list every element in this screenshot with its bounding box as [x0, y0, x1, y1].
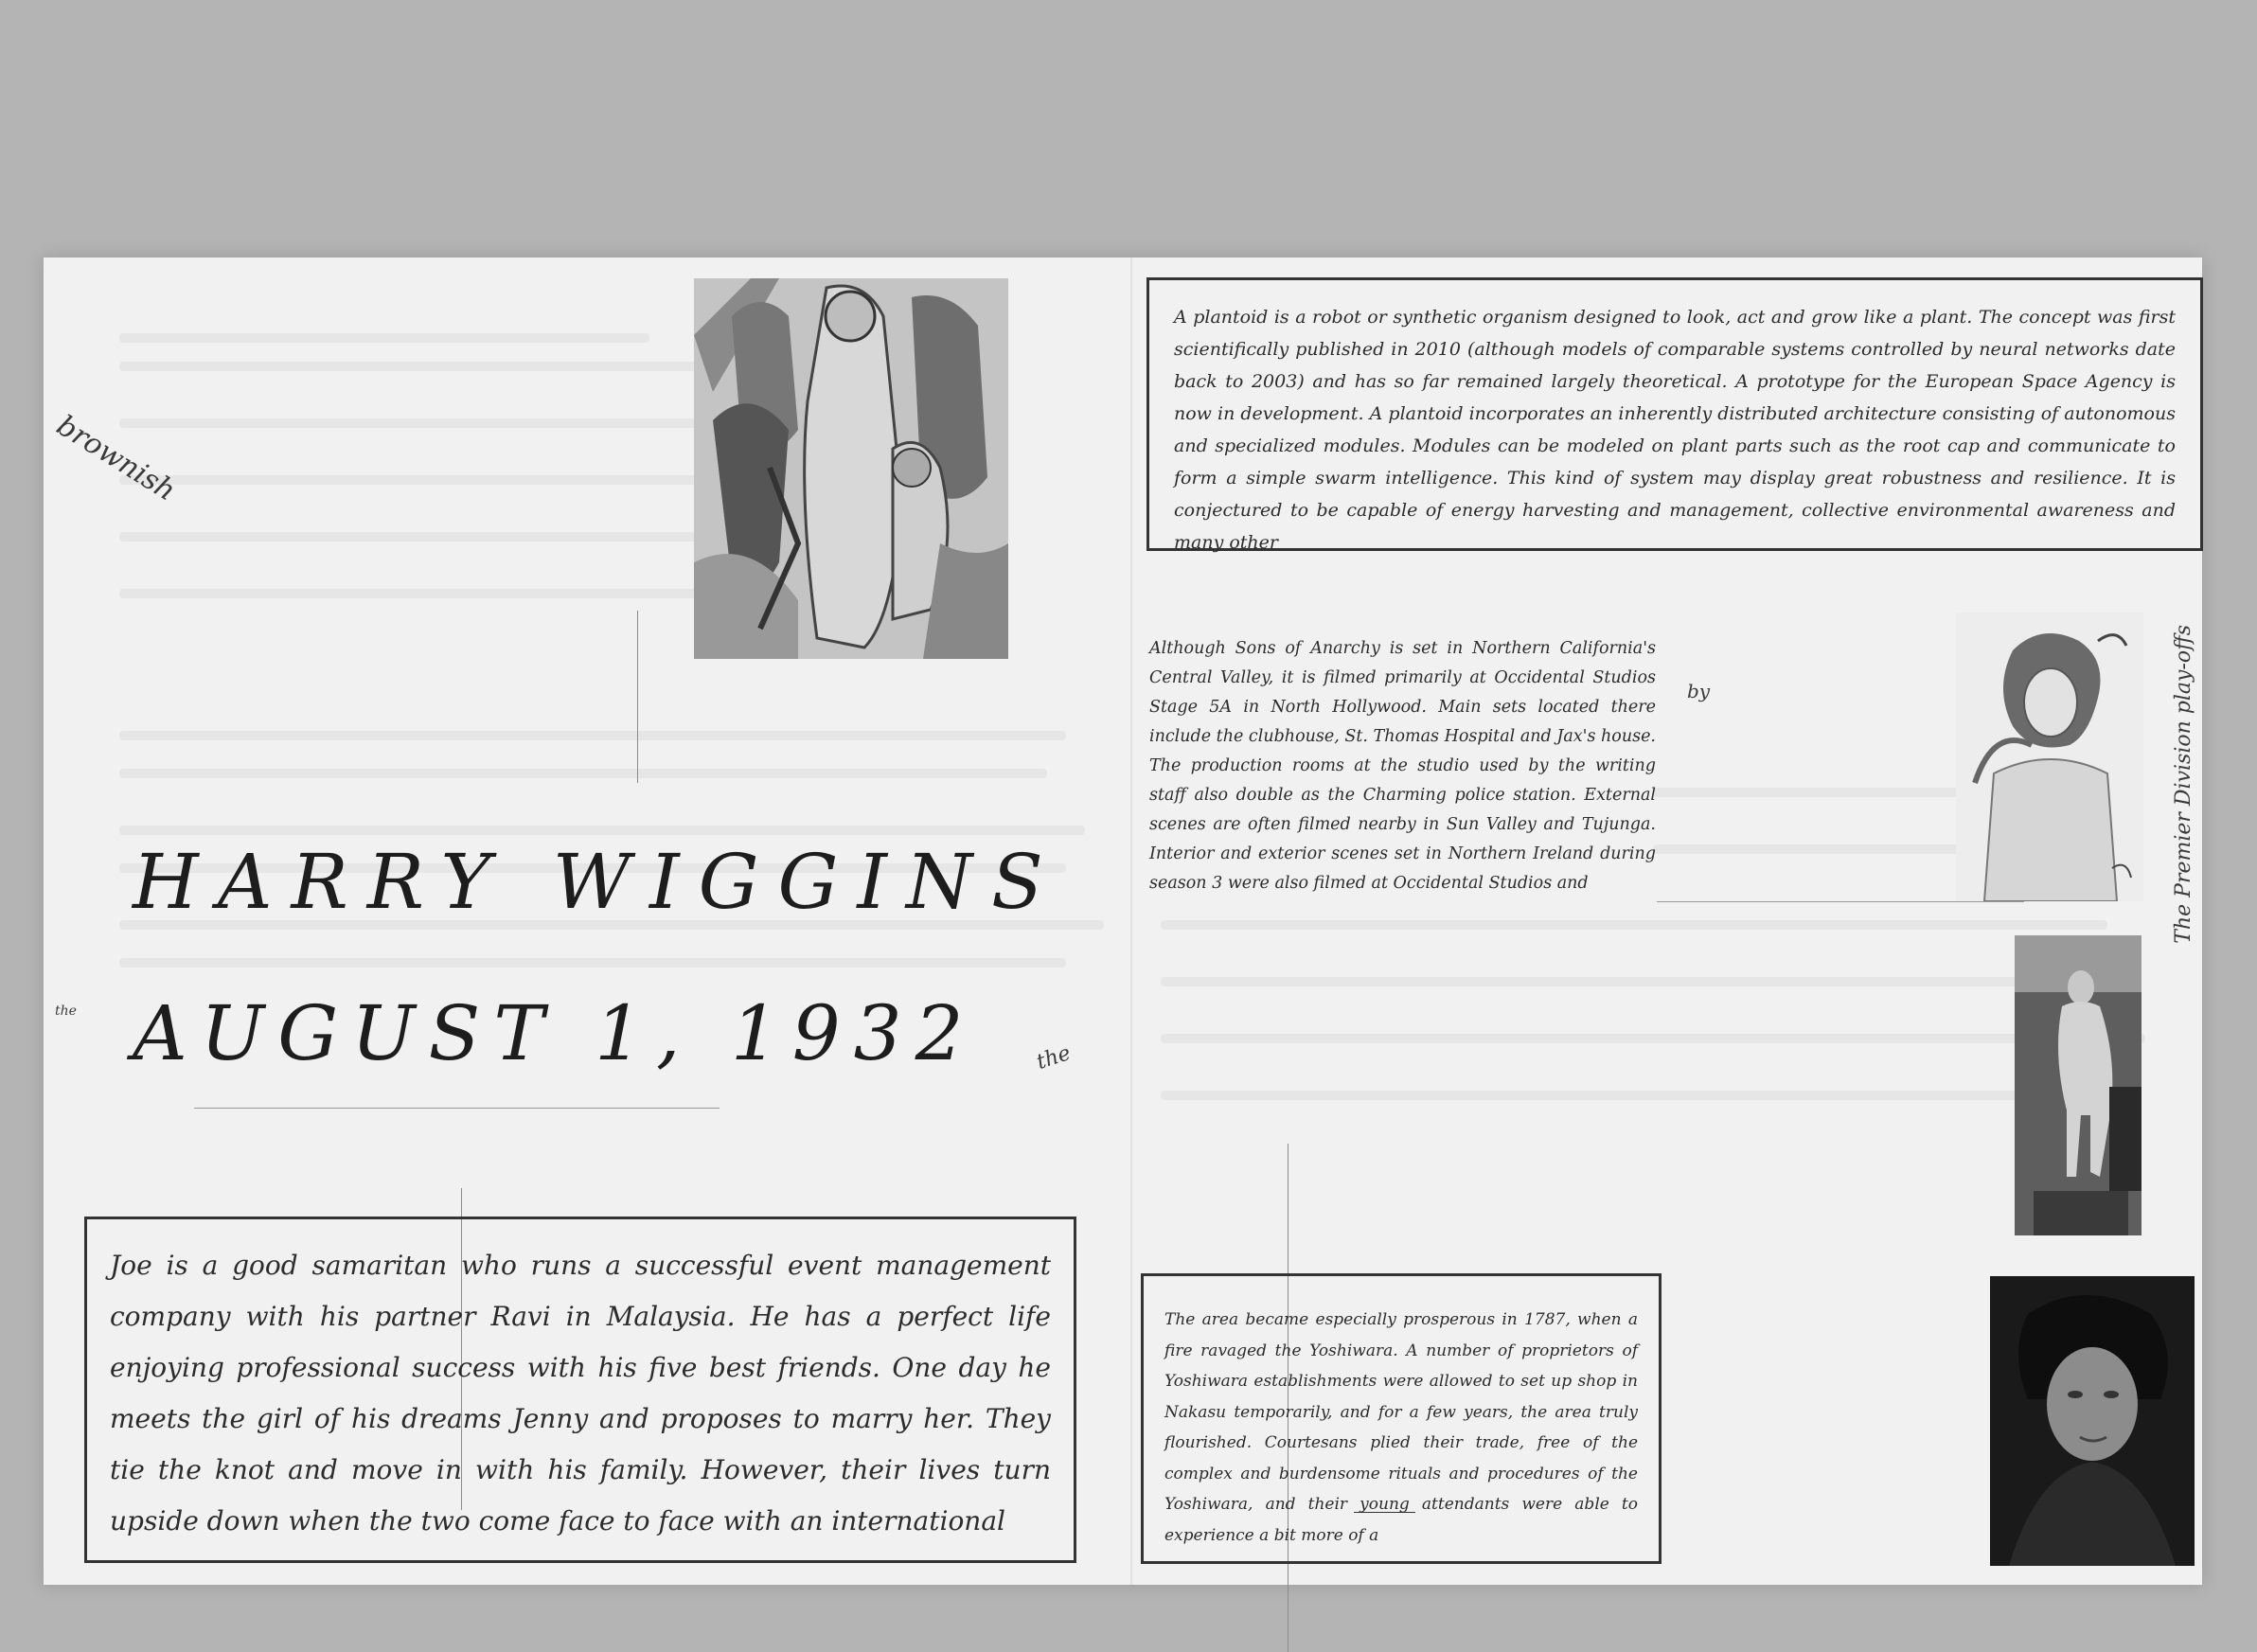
margin-note-by: by: [1687, 680, 1711, 702]
title-date: AUGUST 1, 1932: [133, 989, 977, 1077]
painting-image: [694, 278, 1008, 659]
divider-line: [194, 1108, 720, 1109]
portrait-photo-image: [1990, 1276, 2195, 1566]
joe-text-box: [84, 1217, 1076, 1563]
title-name: HARRY WIGGINS: [133, 838, 1062, 926]
woman-sketch-image: [1956, 613, 2143, 901]
joe-paragraph: Joe is a good samaritan who runs a successful event management company with his partner Ravi in Malaysia. He has a perfect life enjoying professional success with his five best friends. One day he meets the girl of his dreams Jenny and proposes to marry her. They tie the knot and move in with his family. However, their lives turn upside down when the two come face to face with an international: [110, 1250, 1051, 1537]
vertical-margin-note: The Premier Division play-offs: [2172, 625, 2195, 944]
margin-note-the: the: [1034, 1041, 1075, 1075]
margin-note-the: the: [55, 1004, 77, 1019]
plantoid-text-box: [1146, 277, 2203, 551]
page-fold: [1130, 258, 1132, 1585]
plantoid-paragraph: A plantoid is a robot or synthetic organism designed to look, act and grow like a plant. The concept was first scientifically published in 2010 (although models of comparable systems controlled by neural networks date back to 2003) and has so far remained largely theoretical. A prototype for the European Space Agency is now in development. A plantoid incorporates an inherently distributed architecture consisting of autonomous and specialized modules. Modules can be modeled on plant parts such as the root cap and communicate to form a simple swarm intelligence. This kind of system may display great robustness and resilience. It is conjectured to be capable of energy harvesting and management, collective environmental awareness and many other: [1174, 307, 2176, 553]
yoshiwara-text-box: [1141, 1273, 1662, 1564]
yoshiwara-paragraph: The area became especially prosperous in 1787, when a fire ravaged the Yoshiwara. A number of proprietors of Yoshiwara establishments were allowed to set up shop in Nakasu temporarily, and for a few years, the area truly flourished. Courtesans plied their trade, free of the complex and burdensome rituals and procedures of the Yoshiwara, and their young attendants were able to experience a bit more of a: [1164, 1310, 1638, 1545]
divider-line: [637, 611, 638, 783]
margin-note-brownish: brownish: [50, 409, 182, 508]
statue-photo-image: [2015, 935, 2141, 1235]
sons-of-anarchy-text: [1149, 634, 1656, 898]
divider-line: [1657, 901, 2024, 902]
sons-paragraph: Although Sons of Anarchy is set in Northern California's Central Valley, it is filmed primarily at Occidental Studios Stage 5A in North Hollywood. Main sets located there include the clubhouse, St. Thomas Hospital and Jax's house. The production rooms at the studio used by the writing staff also double as the Charming police station. External scenes are often filmed nearby in Sun Valley and Tujunga. Interior and exterior scenes set in Northern Ireland during season 3 were also filmed at Occidental Studios and: [1149, 639, 1656, 893]
